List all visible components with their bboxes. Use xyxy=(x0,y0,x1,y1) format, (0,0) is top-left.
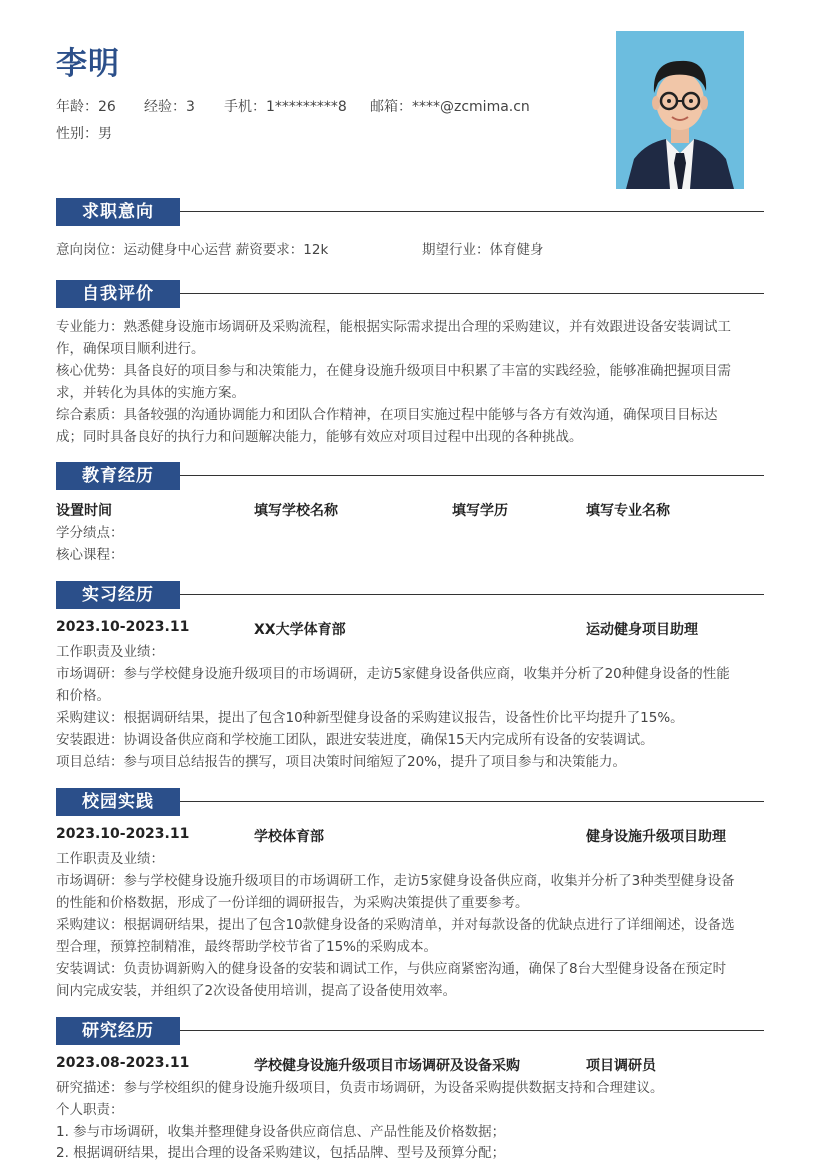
self-eval-line: 核心优势：具备良好的项目参与和决策能力，在健身设施升级项目中积累了丰富的实践经验，能够准确把握项目需 xyxy=(56,363,731,379)
research-row xyxy=(56,1055,764,1075)
education-time: 设置时间 xyxy=(56,503,112,519)
section-header-campus xyxy=(56,788,764,816)
internship-line: 市场调研：参与学校健身设施升级项目的市场调研，走访5家健身设备供应商，收集并分析了20种健身设备的性能 xyxy=(56,666,730,682)
campus-line: 采购建议：根据调研结果，提出了包含10款健身设备的采购清单，并对每款设备的优缺点进行了详细阐述，设备选 xyxy=(56,917,735,933)
education-major: 填写专业名称 xyxy=(586,503,670,519)
research-line: 个人职责： xyxy=(56,1102,124,1118)
gender: 性别：男 xyxy=(56,126,112,142)
experience: 经验：3 xyxy=(144,99,195,115)
campus-line: 型合理，预算控制精准，最终帮助学校节省了15%的采购成本。 xyxy=(56,939,438,955)
section-divider xyxy=(180,594,764,595)
candidate-name: 李明 xyxy=(56,46,120,82)
self-eval-line: 作，确保项目顺利进行。 xyxy=(56,341,205,357)
section-header-education xyxy=(56,462,764,490)
phone: 手机：1*********8 xyxy=(224,99,347,115)
section-title: 校园实践 xyxy=(56,788,180,816)
section-divider xyxy=(180,475,764,476)
internship-org: XX大学体育部 xyxy=(254,622,346,638)
campus-role: 健身设施升级项目助理 xyxy=(586,829,726,845)
section-header-research xyxy=(56,1017,764,1045)
internship-line: 安装跟进：协调设备供应商和学校施工团队，跟进安装进度，确保15天内完成所有设备的安装调试。 xyxy=(56,732,654,748)
intent-industry: 期望行业：体育健身 xyxy=(422,242,544,258)
research-line: 2. 根据调研结果，提出合理的设备采购建议，包括品牌、型号及预算分配； xyxy=(56,1145,506,1161)
research-project: 学校健身设施升级项目市场调研及设备采购 xyxy=(254,1058,520,1074)
section-title: 实习经历 xyxy=(56,581,180,609)
section-title: 研究经历 xyxy=(56,1017,180,1045)
research-role: 项目调研员 xyxy=(586,1058,656,1074)
campus-line: 间内完成安装，并组织了2次设备使用培训，提高了设备使用效率。 xyxy=(56,983,457,999)
campus-line: 的性能和价格数据，形成了一份详细的调研报告，为采购决策提供了重要参考。 xyxy=(56,895,529,911)
self-eval-line: 求，并转化为具体的实施方案。 xyxy=(56,385,245,401)
research-line: 1. 参与市场调研，收集并整理健身设备供应商信息、产品性能及价格数据； xyxy=(56,1124,506,1140)
campus-line: 市场调研：参与学校健身设施升级项目的市场调研工作，走访5家健身设备供应商，收集并分析了3种类型健身设备 xyxy=(56,873,735,889)
internship-line: 工作职责及业绩： xyxy=(56,644,164,660)
education-school: 填写学校名称 xyxy=(254,503,338,519)
internship-line: 项目总结：参与项目总结报告的撰写，项目决策时间缩短了20%，提升了项目参与和决策能力。 xyxy=(56,754,627,770)
section-divider xyxy=(180,801,764,802)
campus-org: 学校体育部 xyxy=(254,829,324,845)
internship-line: 采购建议：根据调研结果，提出了包含10种新型健身设备的采购建议报告，设备性价比平均提升了15%。 xyxy=(56,710,684,726)
campus-row xyxy=(56,826,764,846)
section-divider xyxy=(180,1030,764,1031)
section-title: 教育经历 xyxy=(56,462,180,490)
age: 年龄：26 xyxy=(56,99,116,115)
research-line: 研究描述：参与学校组织的健身设施升级项目，负责市场调研，为设备采购提供数据支持和合理建议。 xyxy=(56,1080,664,1096)
education-gpa: 学分绩点： xyxy=(56,525,124,541)
avatar-illustration xyxy=(616,31,744,189)
profile-photo xyxy=(616,31,744,189)
self-eval-line: 成；同时具备良好的执行力和问题解决能力，能够有效应对项目过程中出现的各种挑战。 xyxy=(56,429,583,445)
education-degree: 填写学历 xyxy=(452,503,508,519)
section-header-internship xyxy=(56,581,764,609)
section-divider xyxy=(180,293,764,294)
campus-time: 2023.10-2023.11 xyxy=(56,826,190,842)
internship-row xyxy=(56,619,764,639)
section-header-self-eval xyxy=(56,280,764,308)
self-eval-line: 综合素质：具备较强的沟通协调能力和团队合作精神，在项目实施过程中能够与各方有效沟通，确保项目目标达 xyxy=(56,407,718,423)
campus-line: 工作职责及业绩： xyxy=(56,851,164,867)
research-time: 2023.08-2023.11 xyxy=(56,1055,190,1071)
internship-role: 运动健身项目助理 xyxy=(586,622,698,638)
section-header-intent xyxy=(56,198,764,226)
internship-time: 2023.10-2023.11 xyxy=(56,619,190,635)
self-eval-line: 专业能力：熟悉健身设施市场调研及采购流程，能根据实际需求提出合理的采购建议，并有效跟进设备安装调试工 xyxy=(56,319,731,335)
education-courses: 核心课程： xyxy=(56,547,124,563)
intent-position-salary: 意向岗位：运动健身中心运营 薪资要求：12k xyxy=(56,242,329,258)
campus-line: 安装调试：负责协调新购入的健身设备的安装和调试工作，与供应商紧密沟通，确保了8台大型健身设备在预定时 xyxy=(56,961,727,977)
section-divider xyxy=(180,211,764,212)
internship-line: 和价格。 xyxy=(56,688,110,704)
section-title: 自我评价 xyxy=(56,280,180,308)
email: 邮箱：****@zcmima.cn xyxy=(370,99,530,115)
education-row xyxy=(56,500,764,520)
section-title: 求职意向 xyxy=(56,198,180,226)
